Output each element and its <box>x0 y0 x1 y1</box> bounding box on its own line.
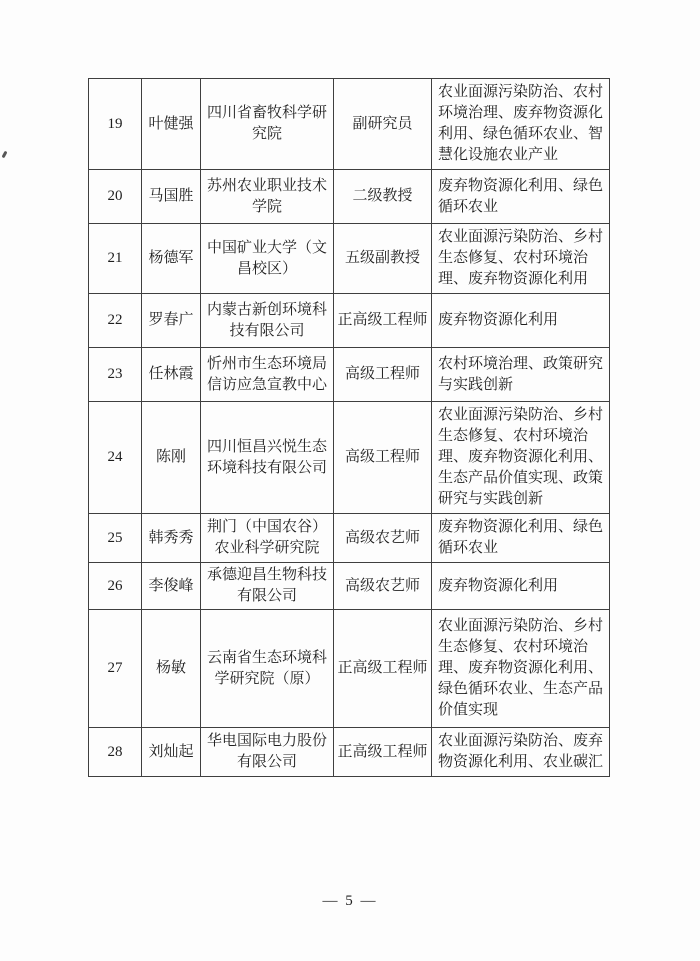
areas-cell: 农业面源污染防治、废弃物资源化利用、农业碳汇 <box>432 728 610 777</box>
organization-cell: 四川恒昌兴悦生态环境科技有限公司 <box>201 402 334 514</box>
name-cell: 韩秀秀 <box>142 514 201 563</box>
name-cell: 杨敏 <box>142 610 201 728</box>
page-number: — 5 — <box>322 893 378 909</box>
name-cell: 杨德军 <box>142 224 201 294</box>
name-cell: 马国胜 <box>142 170 201 224</box>
name-cell: 李俊峰 <box>142 563 201 610</box>
areas-cell: 农业面源污染防治、农村环境治理、废弃物资源化利用、绿色循环农业、智慧化设施农业产业 <box>432 79 610 170</box>
table-row <box>89 563 610 610</box>
name-cell: 陈刚 <box>142 402 201 514</box>
table-row <box>89 348 610 402</box>
table-row <box>89 294 610 348</box>
areas-cell: 废弃物资源化利用、绿色循环农业 <box>432 514 610 563</box>
organization-cell: 承德迎昌生物科技有限公司 <box>201 563 334 610</box>
organization-cell: 内蒙古新创环境科技有限公司 <box>201 294 334 348</box>
table-row <box>89 402 610 514</box>
areas-cell: 废弃物资源化利用 <box>432 294 610 348</box>
organization-cell: 云南省生态环境科学研究院（原） <box>201 610 334 728</box>
row-number-cell: 28 <box>89 728 142 777</box>
title-cell: 副研究员 <box>334 79 432 170</box>
name-cell: 刘灿起 <box>142 728 201 777</box>
organization-cell: 中国矿业大学（文昌校区） <box>201 224 334 294</box>
organization-cell: 忻州市生态环境局信访应急宣教中心 <box>201 348 334 402</box>
expert-roster-table <box>88 78 610 777</box>
areas-cell: 废弃物资源化利用、绿色循环农业 <box>432 170 610 224</box>
table-row <box>89 224 610 294</box>
organization-cell: 四川省畜牧科学研究院 <box>201 79 334 170</box>
row-number-cell: 22 <box>89 294 142 348</box>
table-row <box>89 79 610 170</box>
areas-cell: 农村环境治理、政策研究与实践创新 <box>432 348 610 402</box>
row-number-cell: 21 <box>89 224 142 294</box>
areas-cell: 农业面源污染防治、乡村生态修复、农村环境治理、废弃物资源化利用、绿色循环农业、生态产品价值实现 <box>432 610 610 728</box>
row-number-cell: 26 <box>89 563 142 610</box>
title-cell: 二级教授 <box>334 170 432 224</box>
title-cell: 正高级工程师 <box>334 610 432 728</box>
organization-cell: 苏州农业职业技术学院 <box>201 170 334 224</box>
row-number-cell: 27 <box>89 610 142 728</box>
row-number-cell: 25 <box>89 514 142 563</box>
title-cell: 五级副教授 <box>334 224 432 294</box>
row-number-cell: 20 <box>89 170 142 224</box>
organization-cell: 华电国际电力股份有限公司 <box>201 728 334 777</box>
row-number-cell: 23 <box>89 348 142 402</box>
title-cell: 正高级工程师 <box>334 294 432 348</box>
scan-artifact-mark <box>2 151 8 159</box>
name-cell: 罗春广 <box>142 294 201 348</box>
organization-cell: 荆门（中国农谷）农业科学研究院 <box>201 514 334 563</box>
name-cell: 叶健强 <box>142 79 201 170</box>
title-cell: 高级农艺师 <box>334 563 432 610</box>
table-row <box>89 728 610 777</box>
title-cell: 高级农艺师 <box>334 514 432 563</box>
row-number-cell: 24 <box>89 402 142 514</box>
row-number-cell: 19 <box>89 79 142 170</box>
table-row <box>89 610 610 728</box>
table-row <box>89 170 610 224</box>
title-cell: 正高级工程师 <box>334 728 432 777</box>
title-cell: 高级工程师 <box>334 348 432 402</box>
name-cell: 任林霞 <box>142 348 201 402</box>
areas-cell: 农业面源污染防治、乡村生态修复、农村环境治理、废弃物资源化利用 <box>432 224 610 294</box>
table-row <box>89 514 610 563</box>
title-cell: 高级工程师 <box>334 402 432 514</box>
areas-cell: 农业面源污染防治、乡村生态修复、农村环境治理、废弃物资源化利用、生态产品价值实现、政策研究与实践创新 <box>432 402 610 514</box>
areas-cell: 废弃物资源化利用 <box>432 563 610 610</box>
